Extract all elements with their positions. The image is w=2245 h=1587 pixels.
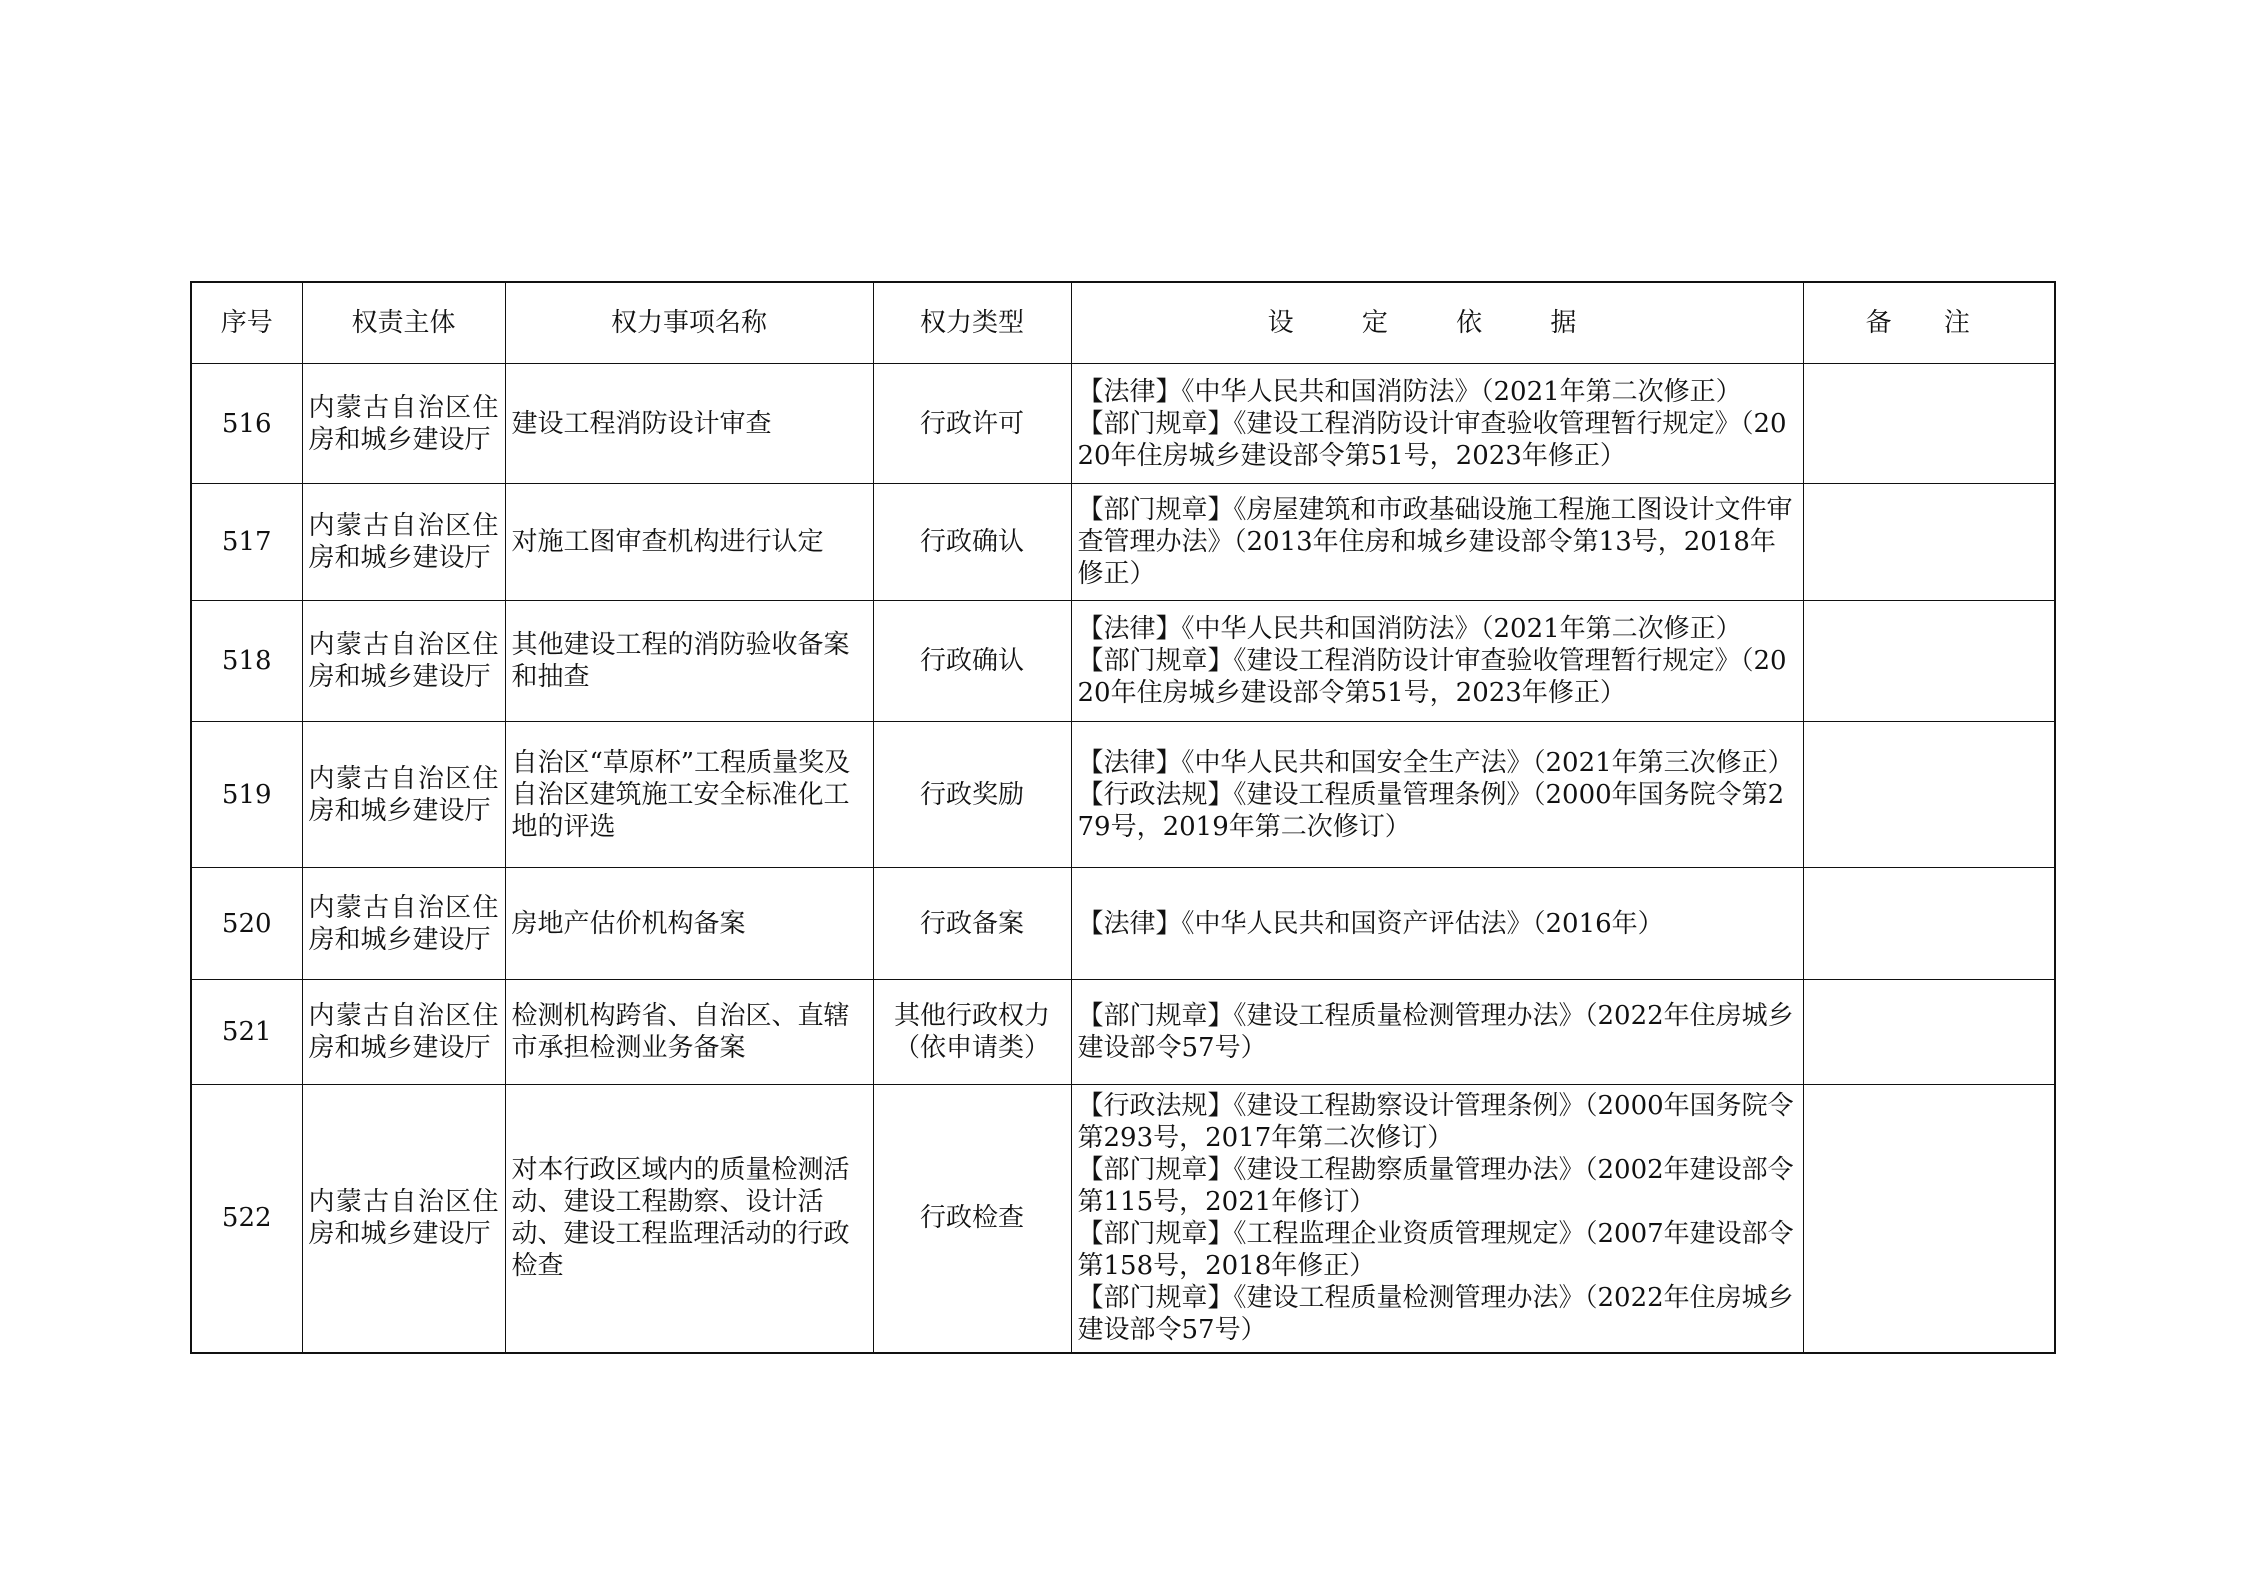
- row-name: 对施工图审查机构进行认定: [505, 484, 873, 601]
- table-row: [191, 601, 2055, 722]
- row-num: 518: [191, 601, 302, 722]
- table-body: [191, 364, 2055, 1353]
- row-num: 517: [191, 484, 302, 601]
- basis-line: 【部门规章】《工程监理企业资质管理规定》（2007年建设部令第158号，2018年修正）: [1077, 1219, 1794, 1282]
- basis-line: 【法律】《中华人民共和国资产评估法》（2016年）: [1077, 908, 1664, 939]
- basis-line: 【法律】《中华人民共和国消防法》（2021年第二次修正）: [1077, 376, 1742, 407]
- basis-line: 【部门规章】《建设工程质量检测管理办法》（2022年住房城乡建设部令57号）: [1077, 1283, 1794, 1346]
- basis-line: 【法律】《中华人民共和国消防法》（2021年第二次修正）: [1077, 614, 1742, 644]
- row-type: 行政确认: [873, 484, 1071, 601]
- basis-line: 【部门规章】《建设工程消防设计审查验收管理暂行规定》（2020年住房城乡建设部令第51号，2023年修正）: [1077, 408, 1787, 471]
- row-num: 522: [191, 1085, 302, 1353]
- row-subject: 内蒙古自治区住房和城乡建设厅: [302, 364, 505, 484]
- row-remark: [1803, 601, 2055, 722]
- row-basis: [1071, 364, 1803, 484]
- table-row: [191, 980, 2055, 1085]
- basis-line: 【行政法规】《建设工程质量管理条例》（2000年国务院令第279号，2019年第二次修订）: [1077, 779, 1785, 842]
- row-subject: 内蒙古自治区住房和城乡建设厅: [302, 601, 505, 722]
- row-name: 检测机构跨省、自治区、直辖市承担检测业务备案: [505, 980, 873, 1085]
- row-basis: [1071, 1085, 1803, 1353]
- table-row: [191, 722, 2055, 868]
- row-subject: 内蒙古自治区住房和城乡建设厅: [302, 1085, 505, 1353]
- row-name: 对本行政区域内的质量检测活动、建设工程勘察、设计活动、建设工程监理活动的行政检查: [505, 1085, 873, 1353]
- row-basis: [1071, 980, 1803, 1085]
- basis-line: 【部门规章】《建设工程勘察质量管理办法》（2002年建设部令第115号，2021年修订）: [1077, 1155, 1794, 1218]
- header-basis: 设 定 依 据: [1071, 282, 1803, 364]
- row-name: 房地产估价机构备案: [505, 868, 873, 980]
- row-subject: 内蒙古自治区住房和城乡建设厅: [302, 722, 505, 868]
- row-type: 行政检查: [873, 1085, 1071, 1353]
- row-remark: [1803, 484, 2055, 601]
- authority-table: [190, 281, 2056, 1354]
- row-remark: [1803, 868, 2055, 980]
- header-row: [191, 282, 2055, 364]
- table-row: [191, 1085, 2055, 1353]
- row-subject: 内蒙古自治区住房和城乡建设厅: [302, 980, 505, 1085]
- row-name: 自治区“草原杯”工程质量奖及自治区建筑施工安全标准化工地的评选: [505, 722, 873, 868]
- table-row: [191, 868, 2055, 980]
- table-row: [191, 364, 2055, 484]
- row-remark: [1803, 980, 2055, 1085]
- row-num: 521: [191, 980, 302, 1085]
- basis-line: 【部门规章】《建设工程消防设计审查验收管理暂行规定》（2020年住房城乡建设部令第51号，2023年修正）: [1077, 646, 1787, 708]
- basis-line: 【法律】《中华人民共和国安全生产法》（2021年第三次修正）: [1077, 747, 1794, 778]
- row-basis: [1071, 722, 1803, 868]
- row-type: 行政备案: [873, 868, 1071, 980]
- row-num: 520: [191, 868, 302, 980]
- row-type: 行政确认: [873, 601, 1071, 722]
- header-num: 序号: [191, 282, 302, 364]
- basis-line: 【部门规章】《建设工程质量检测管理办法》（2022年住房城乡建设部令57号）: [1077, 1001, 1794, 1063]
- header-subject: 权责主体: [302, 282, 505, 364]
- row-name: 建设工程消防设计审查: [505, 364, 873, 484]
- row-subject: 内蒙古自治区住房和城乡建设厅: [302, 484, 505, 601]
- row-basis: [1071, 868, 1803, 980]
- row-type: 其他行政权力（依申请类）: [873, 980, 1071, 1085]
- row-name: 其他建设工程的消防验收备案和抽查: [505, 601, 873, 722]
- header-type: 权力类型: [873, 282, 1071, 364]
- row-num: 519: [191, 722, 302, 868]
- header-remark: 备 注: [1803, 282, 2055, 364]
- basis-line: 【部门规章】《房屋建筑和市政基础设施工程施工图设计文件审查管理办法》（2013年住房和城乡建设部令第13号，2018年修正）: [1077, 495, 1793, 589]
- basis-line: 【行政法规】《建设工程勘察设计管理条例》（2000年国务院令第293号，2017年第二次修订）: [1077, 1091, 1794, 1154]
- row-remark: [1803, 1085, 2055, 1353]
- row-basis: [1071, 601, 1803, 722]
- row-type: 行政奖励: [873, 722, 1071, 868]
- row-remark: [1803, 364, 2055, 484]
- header-name: 权力事项名称: [505, 282, 873, 364]
- row-type: 行政许可: [873, 364, 1071, 484]
- row-subject: 内蒙古自治区住房和城乡建设厅: [302, 868, 505, 980]
- row-basis: [1071, 484, 1803, 601]
- table-row: [191, 484, 2055, 601]
- row-num: 516: [191, 364, 302, 484]
- row-remark: [1803, 722, 2055, 868]
